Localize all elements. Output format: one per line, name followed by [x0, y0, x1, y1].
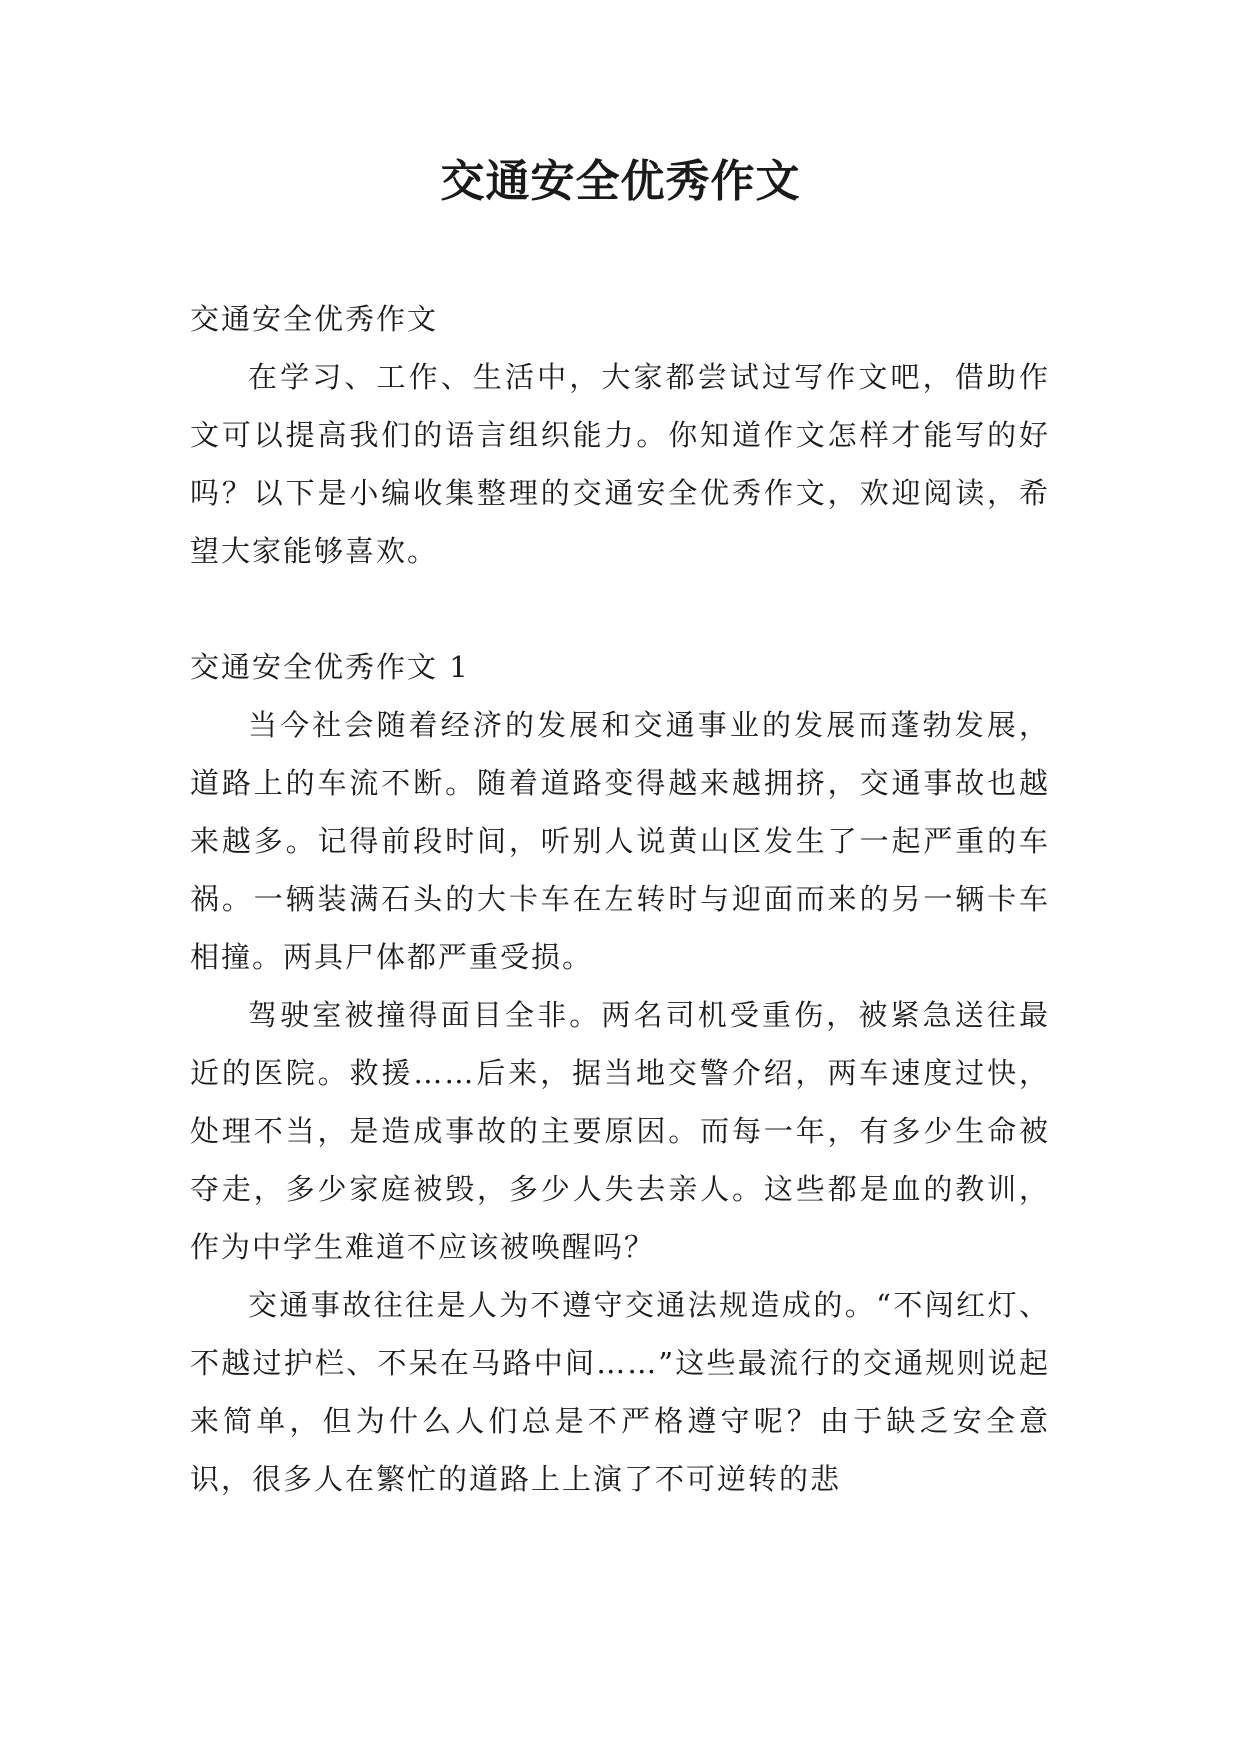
- document-body: [190, 290, 1050, 1508]
- body-paragraph: 交通事故往往是人为不遵守交通法规造成的。“不闯红灯、不越过护栏、不呆在马路中间……”这些最流行的交通规则说起来简单，但为什么人们总是不严格遵守呢？由于缺乏安全意识，很多人在繁忙的道路上上演了不可逆转的悲: [190, 1288, 1050, 1496]
- document-subtitle: 交通安全优秀作文: [190, 302, 439, 336]
- section-heading: 交通安全优秀作文 1: [190, 650, 470, 684]
- body-paragraph: 驾驶室被撞得面目全非。两名司机受重伤，被紧急送往最近的医院。救援……后来，据当地交警介绍，两车速度过快，处理不当，是造成事故的主要原因。而每一年，有多少生命被夺走，多少家庭被毁，多少人失去亲人。这些都是血的教训，作为中学生难道不应该被唤醒吗？: [190, 998, 1050, 1264]
- intro-paragraph: 在学习、工作、生活中，大家都尝试过写作文吧，借助作文可以提高我们的语言组织能力。你知道作文怎样才能写的好吗？以下是小编收集整理的交通安全优秀作文，欢迎阅读，希望大家能够喜欢。: [190, 360, 1050, 568]
- body-paragraph: 当今社会随着经济的发展和交通事业的发展而蓬勃发展，道路上的车流不断。随着道路变得越来越拥挤，交通事故也越来越多。记得前段时间，听别人说黄山区发生了一起严重的车祸。一辆装满石头的大卡车在左转时与迎面而来的另一辆卡车相撞。两具尸体都严重受损。: [190, 708, 1050, 974]
- document-title: 交通安全优秀作文: [440, 156, 801, 207]
